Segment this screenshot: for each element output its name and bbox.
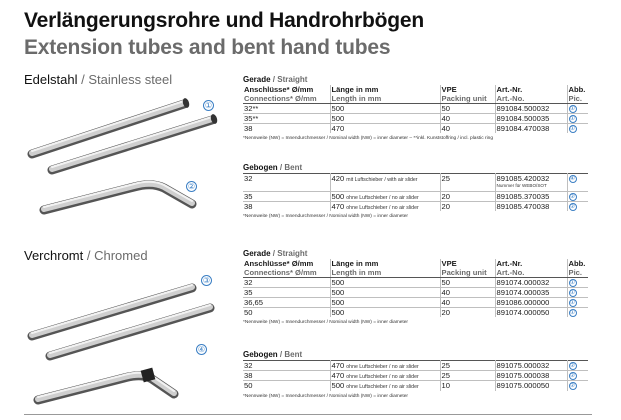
art-no-value: 891085.420032 [496,174,550,183]
length-value: 420 [331,174,345,183]
chromed-tubes-image [24,266,229,406]
cell-pic [567,174,588,192]
section-title [243,249,588,259]
cell-art-no: 891075.000032 [495,361,567,371]
cell-pic [567,308,588,318]
picture-badge-1: ① [204,101,213,110]
air-slider-label: ohne Luftschieber / no air slider [346,205,419,212]
cell-pic [567,371,588,381]
header-vpe [440,259,495,278]
pic-ref: ④ [569,176,576,182]
footnote: *Nennweite (NW) = Innendurchmesser / Nominal width (NW) = inner diameter [243,214,409,220]
cell-art-no: 891074.000035 [495,288,567,298]
table-row [243,381,588,391]
cell-length [330,371,440,381]
section-title [243,163,588,173]
header-de: Länge in mm [331,259,379,268]
header-en: Art.-No. [496,93,525,103]
cell-connection: 32 [243,278,330,288]
cell-connection: 36,65 [243,298,330,308]
chromed-bent-block [243,350,588,401]
bent-tube-chromed [38,368,174,400]
cell-length: 500 [330,278,440,288]
cell-art-no: 891085.470038 [495,202,567,212]
header-en: Pic. [568,267,583,277]
pic-ref: ① [569,106,576,113]
picture-badge-2: ② [187,182,196,191]
length-value: 500 [331,192,345,201]
header-pic [567,259,588,278]
cell-connection: 38 [243,202,330,212]
length-value: 500 [331,381,345,391]
header-en: Connections* Ø/mm [244,267,317,277]
cell-connection: 32** [243,104,330,114]
cell-art-no: 891085.370035 [495,192,567,202]
header-en: Length in mm [331,93,382,103]
section-sep: / [270,249,278,258]
cell-pic [567,298,588,308]
cell-pic [567,381,588,391]
chromed-straight-table [243,259,588,317]
header-length [330,259,440,278]
cell-vpe: 25 [440,361,495,371]
cell-vpe: 25 [440,174,495,192]
section-title [243,350,588,360]
material-sep: / [83,248,95,263]
stainless-tubes-image [24,92,229,222]
header-de: Länge in mm [331,85,379,94]
section-en: Bent [284,350,303,359]
table-row [243,104,588,114]
cell-connection: 50 [243,308,330,318]
header-de: Anschlüsse* Ø/mm [244,259,314,268]
cell-length [330,174,440,192]
section-de: Gebogen [243,350,278,359]
cell-length [330,192,440,202]
page-title-de: Verlängerungsrohre und Handrohrbögen [24,9,425,32]
section-title [243,75,588,85]
cell-vpe: 20 [440,192,495,202]
bent-tube [44,182,192,210]
footnote: *Nennweite (NW) = Innendurchmesser / Nominal width (NW) = inner diameter – **inkl. Kunststoffring / incl. plastic ring [243,136,493,142]
section-de: Gerade [243,75,271,84]
header-de: Art.-Nr. [496,259,523,268]
cell-pic [567,114,588,124]
stainless-bent-block [243,163,588,221]
table-row [243,361,588,371]
chromed-bent-table [243,360,588,391]
header-en: Packing unit [441,267,487,277]
cell-connection: 50 [243,381,330,391]
pic-ref: ① [569,126,576,133]
length-value: 470 [331,371,345,381]
cell-vpe: 50 [440,278,495,288]
cell-vpe: 25 [440,371,495,381]
cell-vpe: 20 [440,202,495,212]
section-en: Straight [277,249,308,258]
header-de: Abb. [568,85,586,94]
header-pic [567,85,588,104]
material-sep: / [77,72,89,87]
header-de: Abb. [568,259,586,268]
header-en: Packing unit [441,93,487,103]
straight-tube-3 [32,285,192,336]
straight-tube-1 [32,97,190,154]
pic-ref: ① [569,300,576,307]
pic-ref: ② [569,373,576,380]
cell-art-no: 891075.000050 [495,381,567,391]
cell-pic [567,288,588,298]
cell-length: 470 [330,124,440,134]
cell-connection: 32 [243,174,330,192]
cell-connection: 35 [243,192,330,202]
header-de: VPE [441,85,457,94]
header-length [330,85,440,104]
cell-vpe: 40 [440,288,495,298]
header-en: Art.-No. [496,267,525,277]
straight-tube-4 [50,305,210,356]
stainless-straight-block [243,75,588,143]
cell-length [330,381,440,391]
cell-pic [567,104,588,114]
header-de: Art.-Nr. [496,85,523,94]
cell-pic [567,202,588,212]
air-slider-label: ohne Luftschieber / no air slider [346,195,419,201]
cell-vpe: 20 [440,308,495,318]
header-vpe [440,85,495,104]
cell-connection: 38 [243,371,330,381]
material-stainless-heading [24,72,172,87]
cell-art-no: 891075.000038 [495,371,567,381]
header-de: VPE [441,259,457,268]
cell-pic [567,361,588,371]
cell-connection: 38 [243,124,330,134]
section-sep: / [277,350,285,359]
pic-ref: ② [569,363,576,369]
page-title-en: Extension tubes and bent hand tubes [24,36,391,59]
cell-pic [567,192,588,202]
cell-vpe: 40 [440,124,495,134]
header-connections [243,85,330,104]
material-chromed-heading [24,248,148,263]
header-art-no [495,259,567,278]
material-de: Verchromt [24,248,84,263]
length-value: 470 [331,202,345,212]
section-sep: / [270,75,278,84]
table-row [243,278,588,288]
cell-length: 500 [330,104,440,114]
table-row [243,371,588,381]
cell-vpe: 40 [440,114,495,124]
header-de: Anschlüsse* Ø/mm [244,85,314,94]
length-value: 470 [331,361,345,370]
table-row [243,288,588,298]
cell-vpe: 50 [440,104,495,114]
cell-vpe: 40 [440,298,495,308]
stainless-straight-table [243,85,588,133]
header-en: Pic. [568,93,583,103]
section-sep: / [277,163,285,172]
cell-length: 500 [330,114,440,124]
cell-pic [567,124,588,134]
cell-connection: 32 [243,361,330,371]
picture-badge-3: ③ [202,276,211,285]
cell-art-no: 891074.000050 [495,308,567,318]
table-row [243,308,588,318]
air-slider-label: ohne Luftschieber / no air slider [346,374,419,381]
cell-art-no: 891074.000032 [495,278,567,288]
cell-connection: 35** [243,114,330,124]
cell-art-no: 891084.500032 [495,104,567,114]
table-row [243,298,588,308]
cell-length: 500 [330,298,440,308]
cell-length: 500 [330,308,440,318]
cell-vpe: 10 [440,381,495,391]
table-row [243,124,588,134]
pic-ref: ② [569,383,576,390]
footnote: *Nennweite (NW) = Innendurchmesser / Nominal width (NW) = inner diameter [243,320,409,326]
picture-badge-4: ④ [197,345,206,354]
air-slider-label: ohne Luftschieber / no air slider [346,384,419,391]
footnote: *Nennweite (NW) = Innendurchmesser / Nominal width (NW) = inner diameter [243,393,409,399]
pic-ref: ② [569,204,576,211]
chromed-straight-block [243,249,588,327]
header-art-no [495,85,567,104]
cell-length [330,202,440,212]
pic-ref: ① [569,290,576,297]
cell-length: 500 [330,288,440,298]
material-en: Chromed [94,248,148,263]
section-de: Gerade [243,249,271,258]
cell-art-no: 891084.470038 [495,124,567,134]
pic-ref: ② [569,194,576,200]
air-slider-label: ohne Luftschieber / no air slider [346,364,419,370]
table-row [243,202,588,212]
table-row [243,114,588,124]
pic-ref: ① [569,310,576,317]
table-row [243,192,588,202]
header-en: Length in mm [331,267,382,277]
material-en: Stainless steel [88,72,173,87]
pic-ref: ① [569,116,576,123]
cell-length [330,361,440,371]
table-row [243,174,588,192]
art-no-note: Nummer für WEBO/SOT [496,182,547,188]
material-de: Edelstahl [24,72,78,87]
section-en: Straight [277,75,308,84]
section-de: Gebogen [243,163,278,172]
cell-art-no: 891086.000000 [495,298,567,308]
stainless-bent-table [243,173,588,211]
section-en: Bent [284,163,303,172]
air-slider-label: mit Luftschieber / with air slider [346,177,418,183]
pic-ref: ① [569,280,576,287]
cell-art-no [495,174,567,192]
cell-pic [567,278,588,288]
bottom-divider [24,414,592,415]
header-en: Connections* Ø/mm [244,93,317,103]
cell-connection: 35 [243,288,330,298]
cell-art-no: 891084.500035 [495,114,567,124]
header-connections [243,259,330,278]
